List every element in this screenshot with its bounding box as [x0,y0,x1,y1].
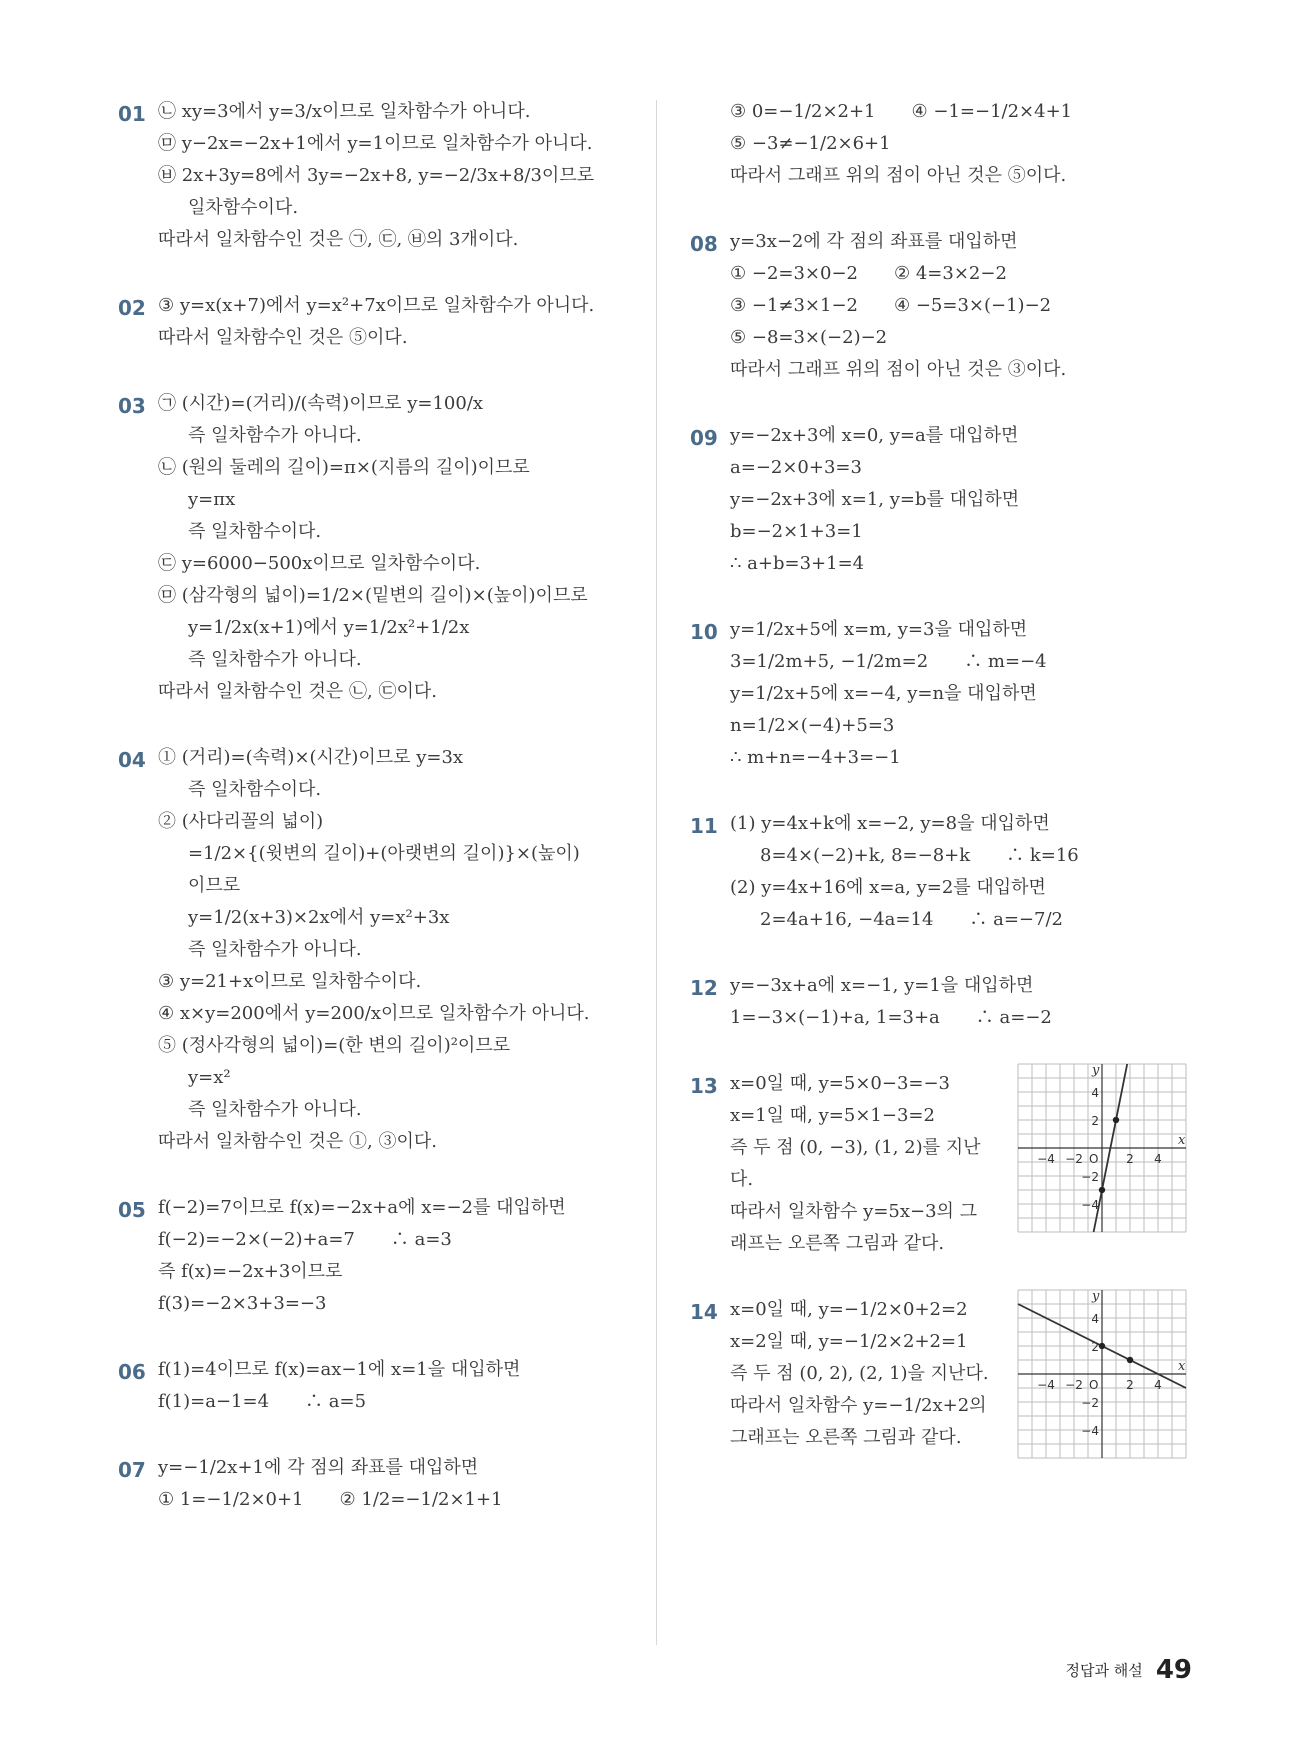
solution-line: 즉 일차함수가 아니다. [188,939,362,960]
x-tick-label: −4 [1037,1152,1055,1166]
solution-line: ② (사다리꼴의 넓이) [158,811,324,832]
solution-line: ㉤ y−2x=−2x+1에서 y=1이므로 일차함수가 아니다. [158,133,593,154]
y-axis-label: y [1092,1063,1100,1078]
problem-number: 14 [690,1300,718,1324]
problem-11 [690,808,1210,936]
x-tick-label: 4 [1154,1378,1162,1392]
solution-line: f(1)=a−1=4 ∴ a=5 [158,1391,367,1412]
solution-line: y=x² [188,1067,231,1088]
solution-conclusion: 따라서 일차함수인 것은 ①, ③이다. [158,1131,437,1152]
graph-13 [1016,1062,1188,1234]
problem-07 [118,1452,638,1516]
solution-line: ③ 0=−1/2×2+1 ④ −1=−1/2×4+1 [730,101,1073,122]
solution-line: y=−2x+3에 x=0, y=a를 대입하면 [730,425,1019,446]
solution-line: ㉡ xy=3에서 y=3/x이므로 일차함수가 아니다. [158,101,531,122]
problem-12 [690,970,1210,1034]
solution-line: y=−3x+a에 x=−1, y=1을 대입하면 [730,975,1034,996]
solution-line: ③ y=x(x+7)에서 y=x²+7x이므로 일차함수가 아니다. [158,295,595,316]
solution-line: 3=1/2m+5, −1/2m=2 ∴ m=−4 [730,651,1047,672]
solution-line: ① −2=3×0−2 ② 4=3×2−2 [730,263,1007,284]
origin-label: O [1089,1152,1099,1166]
problem-number: 05 [118,1198,146,1222]
solution-line: ⑤ (정사각형의 넓이)=(한 변의 길이)²이므로 [158,1035,511,1056]
problem-09 [690,420,1210,580]
problem-14 [690,1289,1210,1464]
x-tick-label: 2 [1126,1152,1134,1166]
solution-line: y=−1/2x+1에 각 점의 좌표를 대입하면 [158,1457,479,1478]
solution-line: f(1)=4이므로 f(x)=ax−1에 x=1을 대입하면 [158,1359,521,1380]
solution-line: ⑤ −8=3×(−2)−2 [730,327,888,348]
problem-number: 07 [118,1458,146,1482]
solution-line: 즉 일차함수이다. [188,521,322,542]
page-footer [1066,1655,1193,1685]
solution-line: x=1일 때, y=5×1−3=2 [730,1105,935,1126]
solution-line: y=3x−2에 각 점의 좌표를 대입하면 [730,231,1018,252]
solution-line: 2=4a+16, −4a=14 ∴ a=−7/2 [760,909,1063,930]
solution-conclusion: 따라서 그래프 위의 점이 아닌 것은 ⑤이다. [730,165,1067,186]
left-column [118,96,638,1550]
solution-line: 따라서 일차함수 y=5x−3의 그 [730,1201,978,1222]
solution-line: x=0일 때, y=5×0−3=−3 [730,1073,951,1094]
x-tick-label: −4 [1037,1378,1055,1392]
x-tick-label: −2 [1065,1152,1083,1166]
solution-line: (1) y=4x+k에 x=−2, y=8을 대입하면 [730,813,1050,834]
problem-06 [118,1354,638,1418]
solution-line: 8=4×(−2)+k, 8=−8+k ∴ k=16 [760,845,1079,866]
y-axis-label: y [1092,1289,1100,1304]
y-tick-label: 2 [1091,1340,1099,1354]
solution-line: 즉 일차함수가 아니다. [188,649,362,670]
solution-line: 따라서 일차함수 y=−1/2x+2의 [730,1395,987,1416]
problem-number: 11 [690,814,718,838]
solution-conclusion: ∴ m+n=−4+3=−1 [730,747,901,768]
page-number: 49 [1155,1655,1192,1685]
problem-03 [118,388,638,708]
y-tick-label: 2 [1091,1114,1099,1128]
solution-line: x=2일 때, y=−1/2×2+2=1 [730,1331,968,1352]
solution-line: ㉠ (시간)=(거리)/(속력)이므로 y=100/x [158,393,484,414]
solution-line: y=1/2(x+3)×2x에서 y=x²+3x [188,907,450,928]
problem-number: 10 [690,620,718,644]
solution-line: ㉤ (삼각형의 넓이)=1/2×(밑변의 길이)×(높이)이므로 [158,585,588,606]
x-tick-label: 2 [1126,1378,1134,1392]
solution-conclusion: 따라서 일차함수인 것은 ⑤이다. [158,327,408,348]
solution-line: y=πx [188,489,236,510]
x-axis-label: x [1178,1133,1186,1148]
solution-line: ① (거리)=(속력)×(시간)이므로 y=3x [158,747,464,768]
solution-line: ㉡ (원의 둘레의 길이)=π×(지름의 길이)이므로 [158,457,530,478]
problem-number: 09 [690,426,718,450]
footer-title: 정답과 해설 [1065,1661,1143,1680]
x-tick-label: 4 [1154,1152,1162,1166]
y-tick-label: 4 [1091,1086,1099,1100]
solution-line: 일차함수이다. [188,197,299,218]
graph-point [1099,1343,1105,1349]
origin-label: O [1089,1378,1099,1392]
solution-line: y=1/2x+5에 x=−4, y=n을 대입하면 [730,683,1037,704]
solution-line: 즉 일차함수가 아니다. [188,1099,362,1120]
solution-line: 즉 f(x)=−2x+3이므로 [158,1261,343,1282]
solution-line: ㉢ y=6000−500x이므로 일차함수이다. [158,553,481,574]
solution-line: 1=−3×(−1)+a, 1=3+a ∴ a=−2 [730,1007,1052,1028]
x-tick-label: −2 [1065,1378,1083,1392]
solution-line: 즉 일차함수가 아니다. [188,425,362,446]
solution-line: a=−2×0+3=3 [730,457,862,478]
solution-line: ㉥ 2x+3y=8에서 3y=−2x+8, y=−2/3x+8/3이므로 [158,165,595,186]
solution-line: 즉 두 점 (0, −3), (1, 2)를 지난 [730,1137,981,1158]
solution-conclusion: 따라서 일차함수인 것은 ㉡, ㉢이다. [158,681,437,702]
y-tick-label: 4 [1091,1312,1099,1326]
problem-number: 12 [690,976,718,1000]
solution-line: ③ −1≠3×1−2 ④ −5=3×(−1)−2 [730,295,1052,316]
solution-line: f(−2)=−2×(−2)+a=7 ∴ a=3 [158,1229,452,1250]
solution-line: 그래프는 오른쪽 그림과 같다. [730,1427,962,1448]
y-tick-label: −2 [1081,1170,1099,1184]
solution-line: y=1/2x+5에 x=m, y=3을 대입하면 [730,619,1028,640]
solution-conclusion: 따라서 일차함수인 것은 ㉠, ㉢, ㉥의 3개이다. [158,229,519,250]
problem-02 [118,290,638,354]
problem-number: 03 [118,394,146,418]
problem-number: 02 [118,296,146,320]
solution-conclusion: ∴ a+b=3+1=4 [730,553,865,574]
problem-13 [690,1063,1210,1260]
problem-number: 04 [118,748,146,772]
solution-line: 즉 두 점 (0, 2), (2, 1)을 지난다. [730,1363,989,1384]
problem-07-continued [690,96,1210,192]
solution-line: 래프는 오른쪽 그림과 같다. [730,1233,945,1254]
solution-line: y=1/2x(x+1)에서 y=1/2x²+1/2x [188,617,470,638]
graph-14 [1016,1288,1188,1460]
problem-number: 06 [118,1360,146,1384]
y-tick-label: −4 [1081,1198,1099,1212]
solution-line: n=1/2×(−4)+5=3 [730,715,895,736]
solution-line: y=−2x+3에 x=1, y=b를 대입하면 [730,489,1020,510]
x-axis-label: x [1178,1359,1186,1374]
solution-line: 즉 일차함수이다. [188,779,322,800]
problem-10 [690,614,1210,774]
solution-line: b=−2×1+3=1 [730,521,863,542]
solution-line: f(3)=−2×3+3=−3 [158,1293,327,1314]
solution-line: ① 1=−1/2×0+1 ② 1/2=−1/2×1+1 [158,1489,503,1510]
problem-08 [690,226,1210,386]
solution-line: (2) y=4x+16에 x=a, y=2를 대입하면 [730,877,1046,898]
problem-04 [118,742,638,1158]
problem-number: 13 [690,1074,718,1098]
graph-point [1127,1357,1133,1363]
problem-number: 01 [118,102,146,126]
solution-line: =1/2×{(윗변의 길이)+(아랫변의 길이)}×(높이) [188,843,580,864]
column-divider [656,100,657,1645]
problem-number: 08 [690,232,718,256]
solution-line: ④ x×y=200에서 y=200/x이므로 일차함수가 아니다. [158,1003,590,1024]
graph-point [1113,1117,1119,1123]
solution-line: 이므로 [188,875,241,896]
solution-conclusion: 따라서 그래프 위의 점이 아닌 것은 ③이다. [730,359,1067,380]
problem-05 [118,1192,638,1320]
solution-line: f(−2)=7이므로 f(x)=−2x+a에 x=−2를 대입하면 [158,1197,566,1218]
right-column [690,96,1210,1498]
problem-01 [118,96,638,256]
solution-line: ⑤ −3≠−1/2×6+1 [730,133,891,154]
solution-line: x=0일 때, y=−1/2×0+2=2 [730,1299,968,1320]
graph-point [1099,1187,1105,1193]
solution-line: 다. [730,1169,754,1190]
y-tick-label: −2 [1081,1396,1099,1410]
solution-line: ③ y=21+x이므로 일차함수이다. [158,971,422,992]
y-tick-label: −4 [1081,1424,1099,1438]
